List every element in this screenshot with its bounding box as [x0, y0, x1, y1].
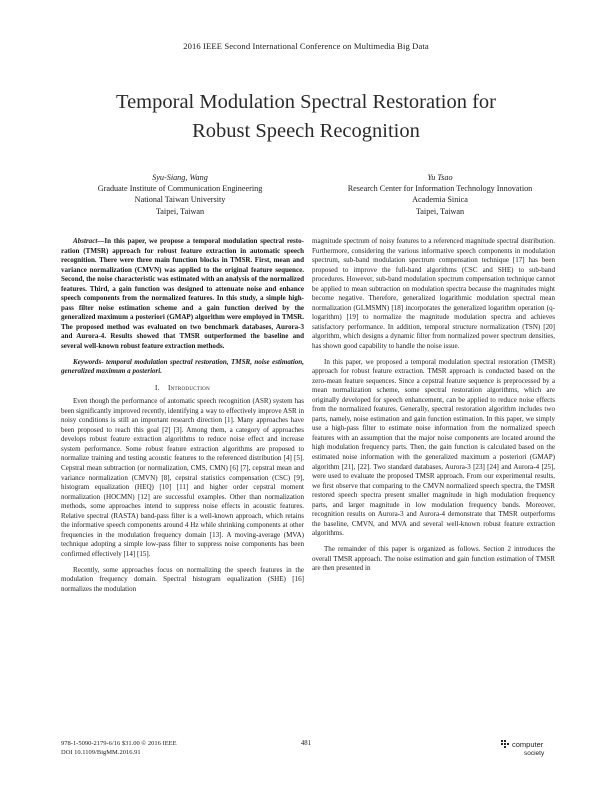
author-location: Taipei, Taiwan	[155, 206, 205, 216]
author-affiliation: Graduate Institute of Communication Engineering	[97, 184, 263, 194]
computer-society-logo-icon	[500, 738, 560, 758]
footer-isbn: 978-1-5090-2179-6/16 $31.00 © 2016 IEEE	[61, 740, 177, 747]
logo-word-1: computer	[512, 740, 544, 749]
author-location: Taipei, Taiwan	[415, 206, 465, 216]
author-2	[315, 172, 565, 217]
paper-title	[40, 88, 572, 146]
logo-word-2: society	[524, 750, 545, 757]
keywords-text: temporal modulation spectral restoration, TMSR, noise estimation, generalized maximum a posteriori.	[61, 357, 304, 376]
section-heading	[61, 384, 304, 394]
title-line-1: Temporal Modulation Spectral Restoration for	[115, 91, 496, 113]
body-paragraph: Even though the performance of automatic speech recognition (ASR) system has been significantly improved recently, identifying a way to effectively improve ASR in noisy conditions is still an important research direction [1]. Many approaches have been proposed to reach this goal [2] [3]. Among them, a category of approaches develops robust feature extraction algorithms to reduce noise effect and increase system performance. Some robust feature extraction algorithms are proposed to normalize training and testing acoustic features to the referenced distribution [4] [5]. Cepstral mean subtraction (or normalization, CMS, CMN) [6] [7], cepstral mean and variance normalization (CMVN) [8], cepstral statistics compensation (CSC) [9], histogram equalization (HEQ) [10] [11] and higher order cepstral moment normalization (HOCMN) [12] are successful examples. Other than normalization methods, some approaches intend to suppress noise effects in acoustic features. Relative spectral (RASTA) band-pass filter is a well-known approach, which retains the informative speech components around 4 Hz while shrinking components at other frequencies in the modulation frequency domain [13]. A moving-average (MVA) technique adopting a simple low-pass filter to suppress noise components has been confirmed effectively [14] [15].	[61, 397, 304, 558]
keywords	[61, 358, 304, 377]
body-paragraph: The remainder of this paper is organized as follows. Section 2 introduces the overall TMSR approach. The noise estimation and gain function estimation of TMSR are then presented in	[312, 544, 555, 573]
logo-graphic	[500, 738, 560, 758]
page-number: 481	[300, 740, 312, 747]
body-paragraph: magnitude spectrum of noisy features to a referenced magnitude spectral distribution. Furthermore, considering the various informative speech components in modulation spectrum, sub-band modulation spectrum compensation technique [17] has been proposed to improve the full-band algorithms (CSC and SHE) to sub-band procedures. However, sub-band modulation spectrum compensation technique cannot be applied to mean subtraction on modulation spectra because the magnitudes might become negative. Therefore, generalized logarithmic modulation spectral mean normalization (GLMSMN) [18] incorporates the generalized logarithm operation (q-logarithm) [19] to normalize the magnitude modulation spectra and achieves satisfactory performance. In addition, temporal structure normalization (TSN) [20] algorithm, which designs a dynamic filter from normalized power spectrum densities, has shown good capability to handle the noise issue.	[312, 237, 555, 351]
section-title: Introduction	[167, 383, 211, 392]
footer-doi: DOI 10.1109/BigMM.2016.91	[61, 748, 141, 756]
keywords-lead: Keywords-	[73, 357, 104, 366]
body-paragraph: Recently, some approaches focus on normalizing the speech features in the modulation frequency domain. Spectral histogram equalization (SHE) [16] normalizes the modulation	[61, 565, 304, 593]
section-numeral: I.	[154, 383, 160, 392]
abstract-text: —In this paper, we propose a temporal modulation spectral resto-ration (TMSR) approach for robust feature extraction in automatic speech recognition. There were three main function blocks in TMSR. First, mean and variance normalization (CMVN) was applied to the original feature sequence. Second, the noise characteristic was estimated with an analysis of the normalized features. Third, a gain function was designed to attenuate noise and enhance speech components from the normalized features. In this study, a simple high-pass filter noise estimation scheme and a gain function derived by the generalized maximum a posteriori (GMAP) algorithm were employed in TMSR. The proposed method was evaluated on two benchmark databases, Aurora-3 and Aurora-4. Results showed that TMSR outperformed the baseline and several well-known robust feature extraction methods.	[61, 237, 304, 351]
body-paragraph: In this paper, we proposed a temporal modulation spectral restoration (TMSR) approach for robust feature extraction. TMSR approach is conducted based on the zero-mean feature sequences. Since a cepstral feature sequence is preprocessed by a mean normalization scheme, some spectral restoration algorithms, which are originally developed for speech enhancement, can be applied to reduce noise effects from the normalized features. Generally, spectral restoration algorithm includes two parts, namely, noise estimation and gain function estimation. In this paper, we simply use a high-pass filter to estimate noise information from the normalized speech features with an assumption that the major noise components are located around the high modulation frequency parts. Then, the gain function is calculated based on the estimated noise information with the generalized maximum a posteriori (GMAP) algorithm [21], [22]. Two standard databases, Aurora-3 [23] [24] and Aurora-4 [25], were used to evaluate the proposed TMSR approach. From our experimental results, we first observe that comparing to the CMVN normalized speech spectra, the TMSR restored speech spectra present smaller magnitude in high modulation frequency parts, and larger magnitude in low modulation frequency bands. Moreover, recognition results on Aurora-3 and Aurora-4 demonstrate that TMSR outperforms the baseline, CMVN, and MVA and several well-known robust feature extraction algorithms.	[312, 357, 555, 538]
author-1	[50, 172, 310, 217]
author-affiliation: Research Center for Information Technology Innovation	[347, 184, 533, 194]
left-column	[61, 237, 304, 600]
conference-header: 2016 IEEE Second International Conference on Multimedia Big Data	[183, 41, 429, 51]
abstract-lead: Abstract	[73, 237, 98, 245]
author-name: Yu Tsao	[427, 173, 453, 182]
author-name: Syu-Siang, Wang	[152, 173, 208, 182]
author-affiliation: Academia Sinica	[412, 195, 468, 205]
abstract	[61, 237, 304, 352]
right-column	[312, 237, 555, 580]
author-affiliation: National Taiwan University	[134, 195, 226, 205]
title-line-2: Robust Speech Recognition	[192, 120, 420, 142]
